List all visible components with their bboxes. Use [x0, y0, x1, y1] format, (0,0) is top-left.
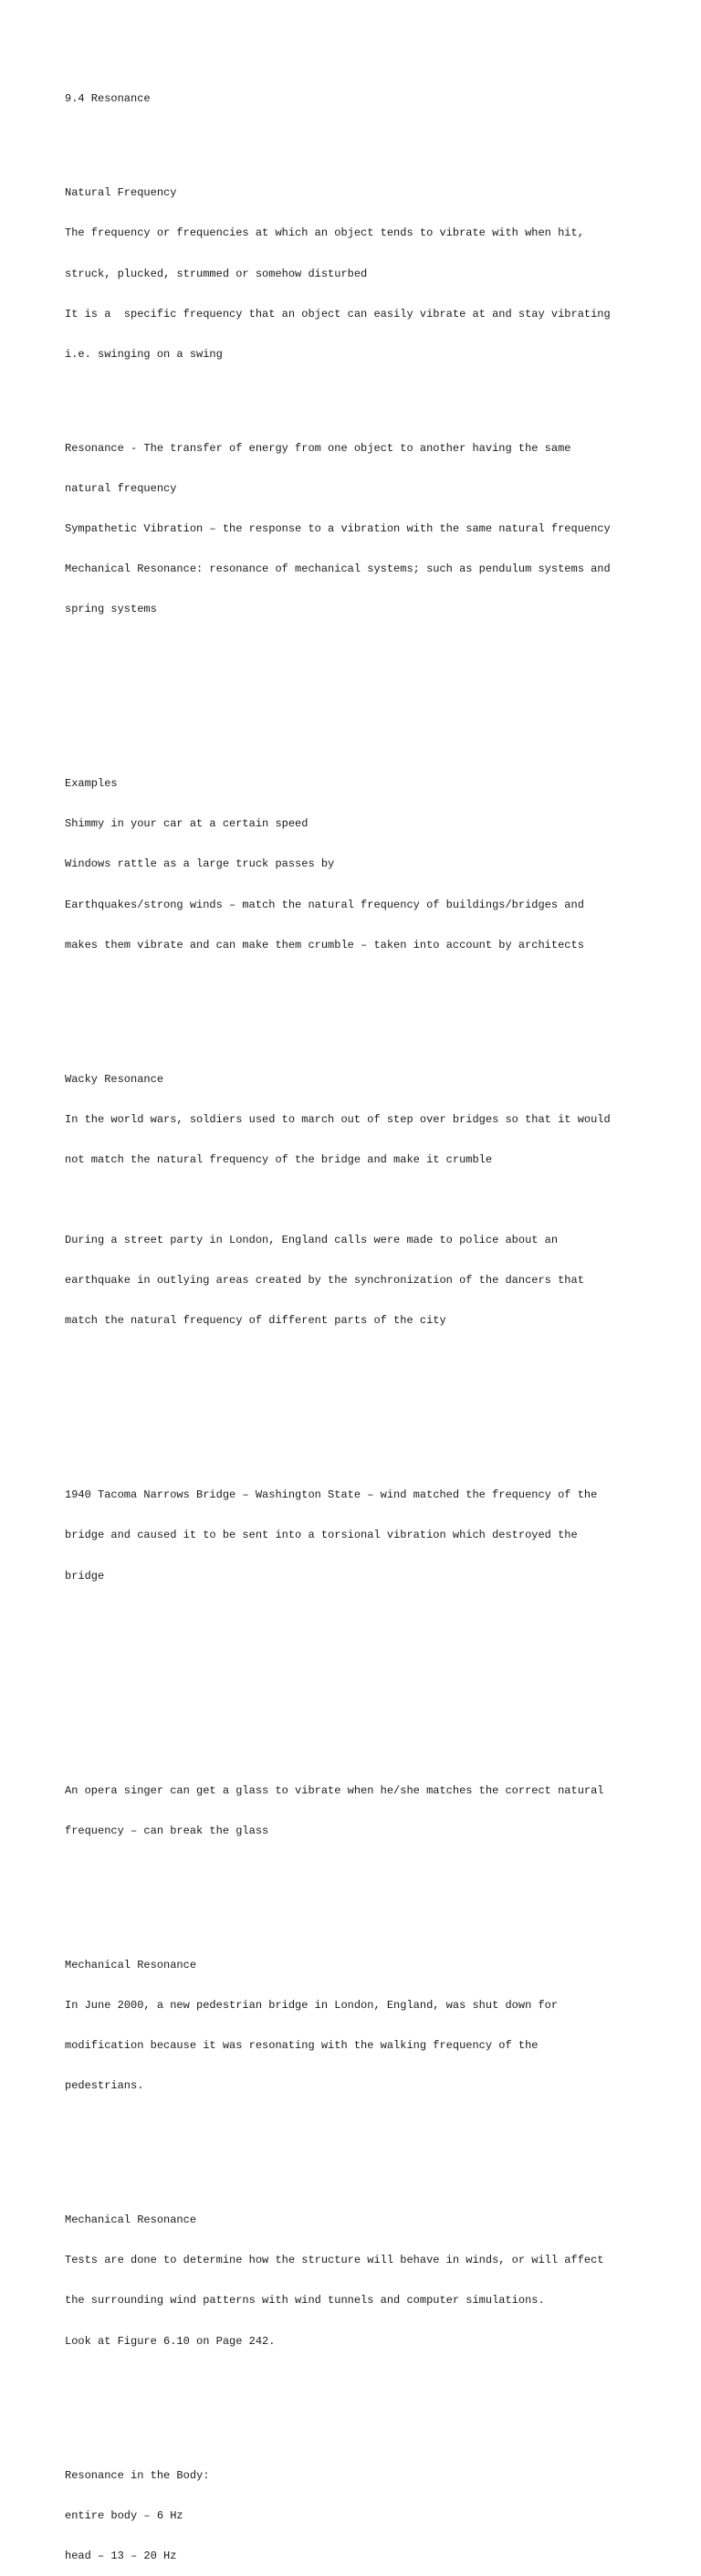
blank-line	[65, 643, 649, 657]
wacky-resonance-text: not match the natural frequency of the bridge and make it crumble	[65, 1152, 493, 1166]
mechanical-resonance-definition: Mechanical Resonance: resonance of mechanical systems; such as pendulum systems and	[65, 562, 611, 575]
natural-frequency-title: Natural Frequency	[65, 186, 177, 200]
body-resonance-item: head – 13 – 20 Hz	[65, 2549, 177, 2562]
example-item: Shimmy in your car at a certain speed	[65, 817, 309, 831]
resonance-definition: Resonance - The transfer of energy from one object to another having the same	[65, 441, 571, 455]
blank-line	[65, 723, 649, 737]
blank-line	[65, 1865, 649, 1878]
blank-line	[65, 1610, 649, 1624]
wind-tests-text: Tests are done to determine how the structure will behave in winds, or will affect	[65, 2254, 604, 2267]
street-party-text: match the natural frequency of different parts of the city	[65, 1314, 446, 1328]
blank-line	[65, 1193, 649, 1207]
blank-line	[65, 1730, 649, 1744]
mechanical-resonance-title: Mechanical Resonance	[65, 1958, 197, 1971]
tacoma-bridge-text: 1940 Tacoma Narrows Bridge – Washington State – wind matched the frequency of the	[65, 1488, 598, 1502]
blank-line	[65, 2375, 649, 2389]
wacky-resonance-title: Wacky Resonance	[65, 1072, 164, 1086]
street-party-text: earthquake in outlying areas created by the synchronization of the dancers that	[65, 1274, 584, 1288]
pedestrian-bridge-text: pedestrians.	[65, 2079, 144, 2093]
natural-frequency-text: struck, plucked, strummed or somehow disturbed	[65, 267, 368, 280]
natural-frequency-text: i.e. swinging on a swing	[65, 347, 223, 361]
blank-line	[65, 1019, 649, 1033]
blank-line	[65, 1354, 649, 1368]
opera-singer-text: An opera singer can get a glass to vibrate when he/she matches the correct natural	[65, 1783, 604, 1797]
mechanical-resonance-title: Mechanical Resonance	[65, 2213, 197, 2227]
mechanical-resonance-definition: spring systems	[65, 603, 157, 616]
street-party-text: During a street party in London, England calls were made to police about an	[65, 1234, 559, 1247]
resonance-definition: natural frequency	[65, 481, 177, 495]
blank-line	[65, 683, 649, 697]
body-resonance-title: Resonance in the Body:	[65, 2468, 210, 2482]
blank-line	[65, 1394, 649, 1408]
example-item: makes them vibrate and can make them crumble – taken into account by architects	[65, 938, 584, 952]
natural-frequency-text: It is a specific frequency that an object can easily vibrate at and stay vibrating	[65, 307, 611, 321]
example-item: Windows rattle as a large truck passes by	[65, 857, 335, 871]
tacoma-bridge-text: bridge and caused it to be sent into a torsional vibration which destroyed the	[65, 1529, 578, 1542]
figure-reference: Look at Figure 6.10 on Page 242.	[65, 2334, 276, 2348]
tacoma-bridge-text: bridge	[65, 1569, 105, 1582]
body-resonance-item: entire body – 6 Hz	[65, 2508, 183, 2522]
blank-line	[65, 1435, 649, 1449]
blank-line	[65, 2119, 649, 2133]
document-page	[65, 66, 649, 2576]
opera-singer-text: frequency – can break the glass	[65, 1824, 269, 1837]
blank-line	[65, 133, 649, 147]
blank-line	[65, 2415, 649, 2429]
blank-line	[65, 2160, 649, 2173]
blank-line	[65, 1650, 649, 1664]
sympathetic-vibration-definition: Sympathetic Vibration – the response to a vibration with the same natural frequency	[65, 521, 611, 535]
example-item: Earthquakes/strong winds – match the natural frequency of buildings/bridges and	[65, 898, 584, 911]
blank-line	[65, 388, 649, 402]
wind-tests-text: the surrounding wind patterns with wind tunnels and computer simulations.	[65, 2294, 545, 2308]
document-heading: 9.4 Resonance	[65, 92, 151, 106]
blank-line	[65, 979, 649, 993]
examples-title: Examples	[65, 777, 118, 791]
natural-frequency-text: The frequency or frequencies at which an object tends to vibrate with when hit,	[65, 226, 584, 240]
pedestrian-bridge-text: modification because it was resonating with the walking frequency of the	[65, 2039, 539, 2053]
blank-line	[65, 1905, 649, 1919]
pedestrian-bridge-text: In June 2000, a new pedestrian bridge in London, England, was shut down for	[65, 1998, 559, 2012]
wacky-resonance-text: In the world wars, soldiers used to march out of step over bridges so that it would	[65, 1112, 611, 1126]
blank-line	[65, 1690, 649, 1704]
